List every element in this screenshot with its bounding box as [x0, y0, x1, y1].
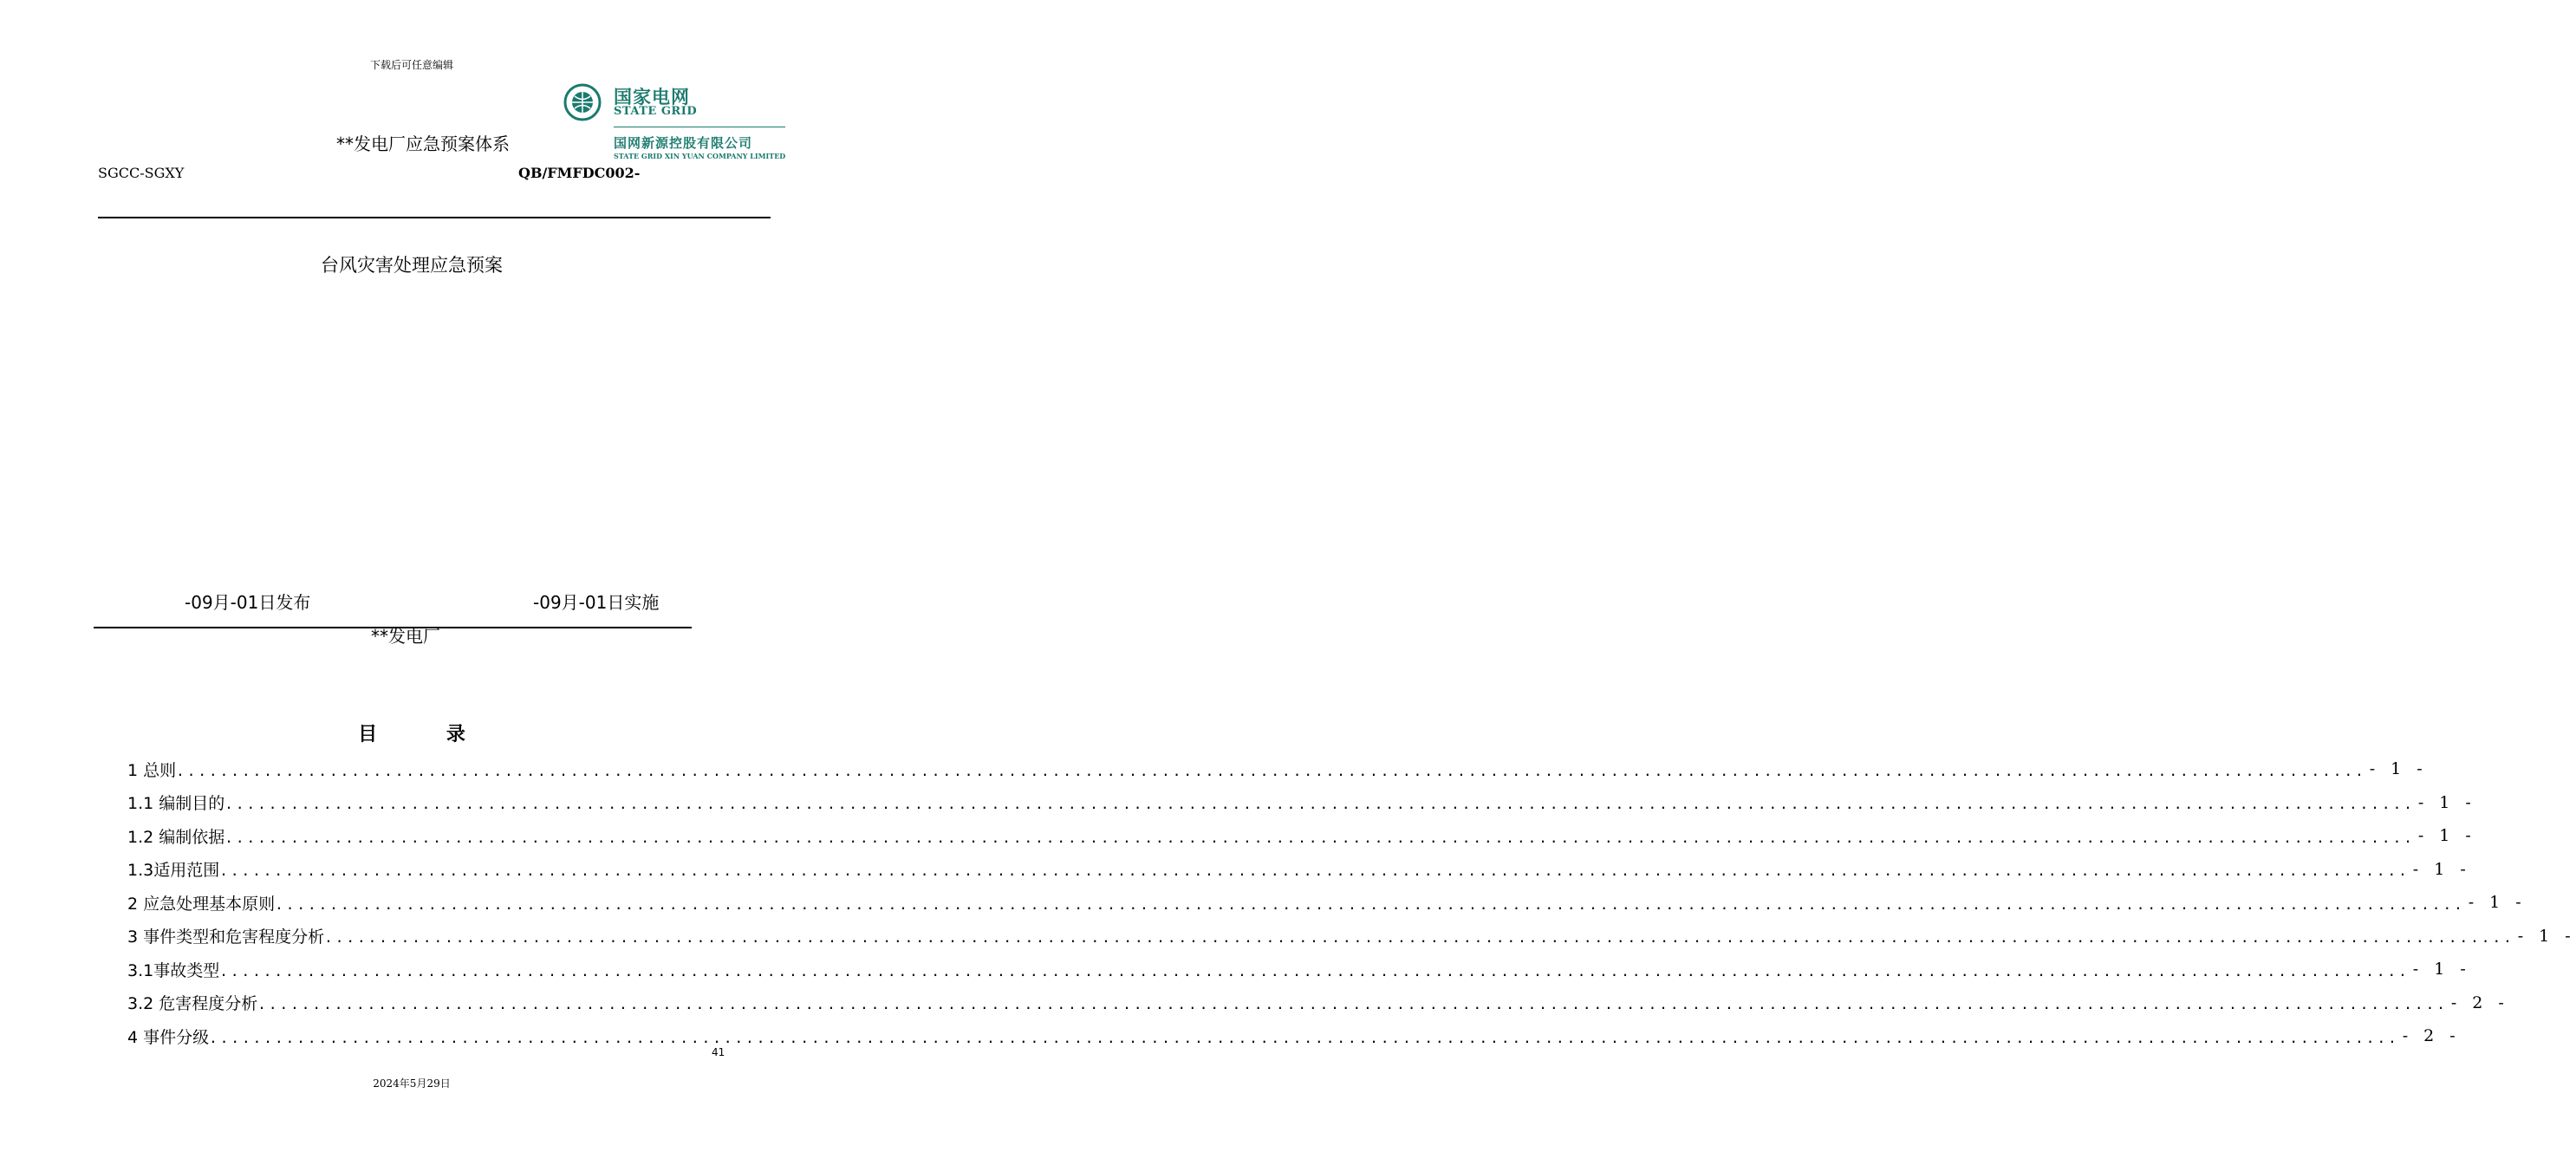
toc-leader-dots: ........................................................................................................................................................................................................: [176, 762, 2366, 779]
toc-entry[interactable]: [127, 819, 2476, 853]
header-note: 下载后可任意编辑: [369, 59, 453, 71]
toc-entry[interactable]: [127, 786, 2476, 820]
standard-code-right: QB/FMFDC002-: [518, 165, 641, 181]
toc-entry[interactable]: [127, 986, 2509, 1020]
toc-leader-dots: ........................................................................................................................................................................................................: [257, 996, 2448, 1013]
toc-entry-label: 2 应急处理基本原则: [127, 894, 276, 914]
toc-entry-label: 3 事件类型和危害程度分析: [127, 927, 325, 947]
toc-leader-dots: ........................................................................................................................................................................................................: [219, 862, 2410, 880]
issue-date: -09月-01日发布: [185, 592, 311, 613]
toc-entry-page: - 1 -: [2417, 826, 2476, 846]
toc-leader-dots: ........................................................................................................................................................................................................: [219, 962, 2410, 980]
toc-entry[interactable]: [127, 920, 2576, 953]
logo-cn-subsidiary: 国网新源控股有限公司: [614, 135, 753, 151]
toc-leader-dots: ........................................................................................................................................................................................................: [324, 929, 2514, 947]
toc-entry-page: - 1 -: [2517, 926, 2576, 946]
logo-cn-name: 国家电网: [614, 87, 690, 107]
toc-entry-label: 1 总则: [127, 760, 177, 780]
toc-entry-label: 3.2 危害程度分析: [127, 994, 258, 1014]
toc-entry[interactable]: [127, 853, 2471, 887]
toc-entry[interactable]: [127, 752, 2428, 786]
toc-title: 目 录: [358, 724, 497, 745]
toc-entry-label: 1.2 编制依据: [127, 827, 225, 847]
toc-entry-page: - 2 -: [2402, 1026, 2461, 1046]
logo-en-subsidiary: STATE GRID XIN YUAN COMPANY LIMITED: [614, 152, 786, 160]
toc-leader-dots: ........................................................................................................................................................................................................: [275, 895, 2465, 913]
standard-code-left: SGCC-SGXY: [98, 165, 185, 181]
toc-entry[interactable]: [127, 1019, 2461, 1053]
system-title: **发电厂应急预案体系: [336, 133, 510, 154]
toc-entry-page: - 1 -: [2369, 759, 2428, 779]
footer-date: 2024年5月29日: [373, 1077, 451, 1090]
top-divider: [98, 217, 771, 218]
toc-entry-page: - 1 -: [2468, 893, 2527, 913]
toc-leader-dots: ........................................................................................................................................................................................................: [224, 829, 2415, 846]
toc-leader-dots: ........................................................................................................................................................................................................: [209, 1029, 2399, 1046]
toc-entry-page: - 1 -: [2417, 792, 2476, 812]
state-grid-logo: [563, 83, 789, 163]
toc-entry-label: 1.3适用范围: [127, 861, 220, 881]
toc-entry[interactable]: [127, 953, 2471, 986]
toc-entry-label: 1.1 编制目的: [127, 794, 225, 814]
toc-entry-label: 4 事件分级: [127, 1027, 210, 1047]
logo-en-name: STATE GRID: [614, 105, 698, 118]
table-of-contents: [127, 752, 2576, 1053]
company-name: **发电厂: [371, 626, 440, 647]
toc-entry-label: 3.1事故类型: [127, 960, 220, 980]
toc-entry-page: - 1 -: [2412, 859, 2471, 879]
toc-entry-page: - 1 -: [2412, 960, 2471, 980]
page-number: 41: [712, 1046, 725, 1058]
effective-date: -09月-01日实施: [533, 592, 660, 613]
document-title: 台风灾害处理应急预案: [321, 255, 503, 276]
state-grid-emblem-icon: [563, 83, 602, 121]
toc-leader-dots: ........................................................................................................................................................................................................: [224, 796, 2415, 813]
toc-entry[interactable]: [127, 886, 2527, 920]
toc-entry-page: - 2 -: [2450, 993, 2509, 1012]
